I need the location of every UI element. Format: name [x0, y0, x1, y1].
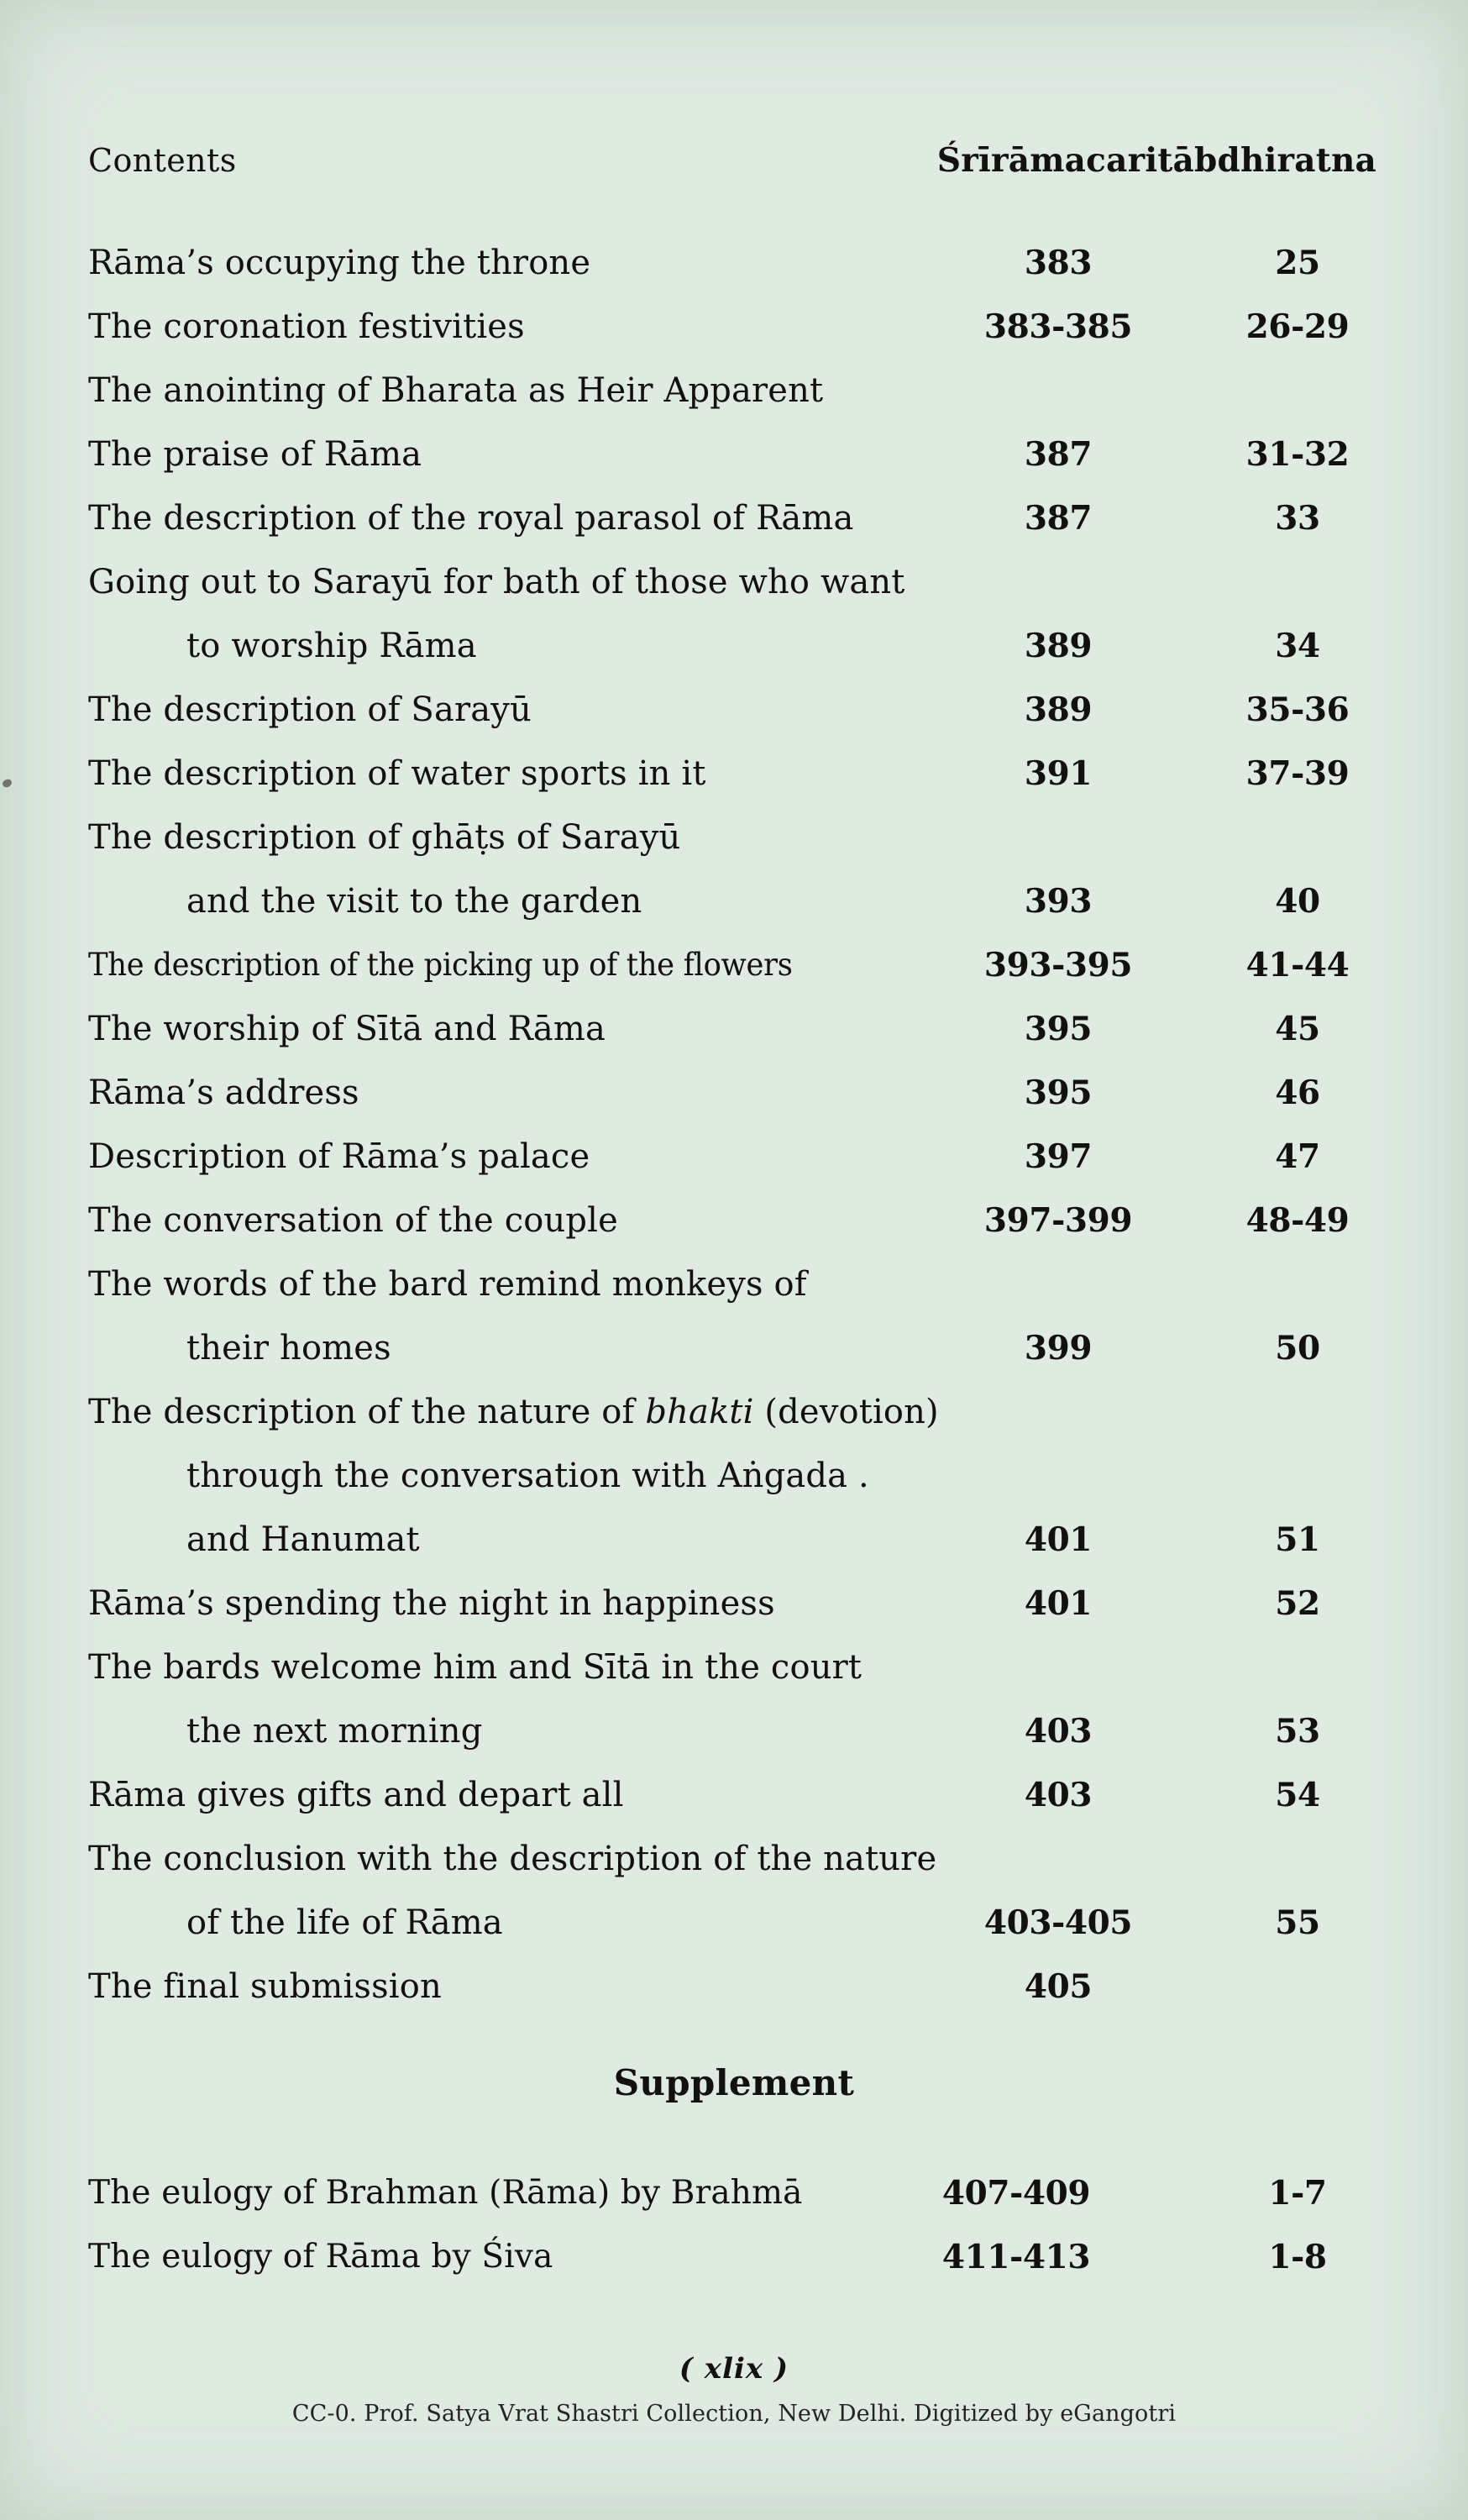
toc-entry-page-number: 387: [1024, 499, 1093, 538]
digitization-credit: CC-0. Prof. Satya Vrat Shastri Collection, New Delhi. Digitized by eGangotri: [291, 2401, 1177, 2427]
toc-entry-verse-number: 31-32: [1245, 435, 1350, 474]
toc-entry-page-number: 395: [1024, 1010, 1093, 1048]
toc-entry-page-number: 383: [1024, 244, 1093, 282]
toc-row[interactable]: [0, 1450, 1468, 1514]
toc-entry-page-number: 403: [1024, 1776, 1093, 1814]
toc-row[interactable]: [0, 939, 1468, 1003]
toc-entry-title: The description of ghāṭs of Sarayū: [88, 818, 681, 857]
toc-row[interactable]: [0, 2167, 1468, 2231]
toc-entry-verse-number: 1-8: [1268, 2238, 1327, 2276]
toc-entry-title: The eulogy of Rāma by Śiva: [88, 2238, 553, 2276]
toc-row[interactable]: [0, 1641, 1468, 1705]
toc-entry-title: their homes: [186, 1329, 391, 1368]
toc-entry-title: Going out to Sarayū for bath of those who want: [88, 563, 905, 601]
toc-entry-verse-number: 51: [1275, 1520, 1320, 1559]
toc-row[interactable]: [0, 301, 1468, 365]
toc-row[interactable]: [0, 1131, 1468, 1194]
toc-row[interactable]: [0, 811, 1468, 875]
toc-entry-title: to worship Rāma: [186, 627, 477, 665]
toc-entry-page-number: 387: [1024, 435, 1093, 474]
toc-entry-page-number: 395: [1024, 1074, 1093, 1112]
toc-entry-page-number: 393-395: [983, 946, 1133, 984]
toc-row[interactable]: [0, 1322, 1468, 1386]
toc-entry-page-number: 397-399: [983, 1201, 1133, 1240]
toc-entry-page-number: 407-409: [941, 2174, 1091, 2213]
toc-entry-title: Description of Rāma’s palace: [88, 1137, 590, 1176]
toc-entry-title: The description of Sarayū: [88, 690, 532, 729]
toc-entry-page-number: 411-413: [941, 2238, 1091, 2276]
toc-entry-title: of the life of Rāma: [186, 1903, 503, 1942]
running-title: Śrīrāmacaritābdhiratna: [936, 141, 1376, 180]
toc-row[interactable]: [0, 365, 1468, 428]
toc-row[interactable]: [0, 620, 1468, 684]
toc-row[interactable]: [0, 492, 1468, 556]
supplement-heading: Supplement: [613, 2062, 855, 2103]
toc-row[interactable]: [0, 1578, 1468, 1641]
toc-entry-verse-number: 45: [1275, 1010, 1320, 1048]
page-folio-number: ( xlix ): [679, 2352, 789, 2386]
toc-entry-verse-number: 35-36: [1245, 690, 1350, 729]
toc-row[interactable]: [0, 875, 1468, 939]
toc-entry-page-number: 403-405: [983, 1903, 1133, 1942]
toc-entry-title: The description of water sports in it: [88, 754, 706, 793]
toc-entry-verse-number: 52: [1275, 1584, 1320, 1623]
toc-row[interactable]: [0, 1705, 1468, 1769]
toc-entry-title: The praise of Rāma: [88, 435, 422, 474]
toc-entry-title: The eulogy of Brahman (Rāma) by Brahmā: [88, 2174, 803, 2212]
toc-row[interactable]: [0, 1769, 1468, 1833]
toc-entry-title: Rāma’s spending the night in happiness: [88, 1584, 775, 1623]
toc-entry-title: The conversation of the couple: [88, 1201, 618, 1240]
toc-entry-verse-number: 48-49: [1245, 1201, 1350, 1240]
toc-entry-page-number: 391: [1024, 754, 1093, 793]
toc-entry-verse-number: 54: [1275, 1776, 1320, 1814]
toc-entry-page-number: 397: [1024, 1137, 1093, 1176]
toc-entry-title: through the conversation with Aṅgada .: [186, 1457, 869, 1495]
toc-entry-title: The coronation festivities: [88, 307, 525, 346]
toc-entry-page-number: 401: [1024, 1584, 1093, 1623]
toc-entry-title: The final submission: [88, 1967, 442, 2006]
toc-row[interactable]: [0, 2231, 1468, 2295]
toc-entry-title: and Hanumat: [186, 1520, 420, 1559]
toc-entry-page-number: 389: [1024, 627, 1093, 665]
toc-entry-title: The words of the bard remind monkeys of: [88, 1265, 807, 1304]
toc-entry-title: The description of the royal parasol of Rāma: [88, 499, 854, 538]
toc-entry-title: The bards welcome him and Sītā in the court: [88, 1648, 862, 1687]
toc-entry-page-number: 401: [1024, 1520, 1093, 1559]
toc-entry-title: The worship of Sītā and Rāma: [88, 1010, 606, 1048]
toc-row[interactable]: [0, 748, 1468, 811]
toc-row[interactable]: [0, 1003, 1468, 1067]
toc-row[interactable]: [0, 1961, 1468, 2024]
toc-row[interactable]: [0, 1067, 1468, 1131]
toc-row[interactable]: [0, 237, 1468, 301]
toc-entry-page-number: 405: [1024, 1967, 1093, 2006]
toc-entry-verse-number: 26-29: [1245, 307, 1350, 346]
toc-entry-verse-number: 25: [1275, 244, 1320, 282]
toc-entry-title: The description of the picking up of the flowers: [88, 947, 793, 983]
toc-row[interactable]: [0, 1833, 1468, 1897]
toc-row[interactable]: [0, 684, 1468, 748]
toc-entry-verse-number: 34: [1275, 627, 1320, 665]
toc-row[interactable]: [0, 428, 1468, 492]
toc-entry-verse-number: 40: [1275, 882, 1320, 921]
toc-entry-title: Rāma’s occupying the throne: [88, 244, 591, 282]
toc-entry-verse-number: 41-44: [1245, 946, 1350, 984]
toc-entry-verse-number: 55: [1275, 1903, 1320, 1942]
toc-entry-verse-number: 53: [1275, 1712, 1320, 1751]
toc-entry-page-number: 403: [1024, 1712, 1093, 1751]
toc-entry-title: The anointing of Bharata as Heir Apparent: [88, 371, 824, 410]
toc-entry-verse-number: 46: [1275, 1074, 1320, 1112]
toc-entry-verse-number: 37-39: [1245, 754, 1350, 793]
toc-entry-page-number: 399: [1024, 1329, 1093, 1368]
table-of-contents: [0, 237, 1468, 2024]
toc-entry-verse-number: 50: [1275, 1329, 1320, 1368]
toc-entry-title: The description of the nature of bhakti (devotion): [88, 1393, 939, 1431]
toc-row[interactable]: [0, 1258, 1468, 1322]
toc-row[interactable]: [0, 1194, 1468, 1258]
toc-entry-title: Rāma’s address: [88, 1074, 359, 1112]
toc-row[interactable]: [0, 1514, 1468, 1578]
toc-row[interactable]: [0, 1897, 1468, 1961]
contents-label: Contents: [88, 142, 237, 179]
toc-entry-verse-number: 33: [1275, 499, 1320, 538]
page-header: [88, 141, 1380, 180]
toc-entry-verse-number: 47: [1275, 1137, 1320, 1176]
supplement-entries: [0, 2167, 1468, 2295]
toc-row[interactable]: [0, 556, 1468, 620]
toc-entry-title: and the visit to the garden: [186, 882, 642, 921]
toc-row[interactable]: [0, 1386, 1468, 1450]
toc-entry-title: Rāma gives gifts and depart all: [88, 1776, 624, 1814]
toc-entry-page-number: 383-385: [983, 307, 1133, 346]
toc-entry-title: the next morning: [186, 1712, 483, 1751]
toc-entry-page-number: 389: [1024, 690, 1093, 729]
toc-entry-verse-number: 1-7: [1268, 2174, 1327, 2213]
toc-entry-page-number: 393: [1024, 882, 1093, 921]
toc-entry-title: The conclusion with the description of the nature: [88, 1840, 937, 1878]
